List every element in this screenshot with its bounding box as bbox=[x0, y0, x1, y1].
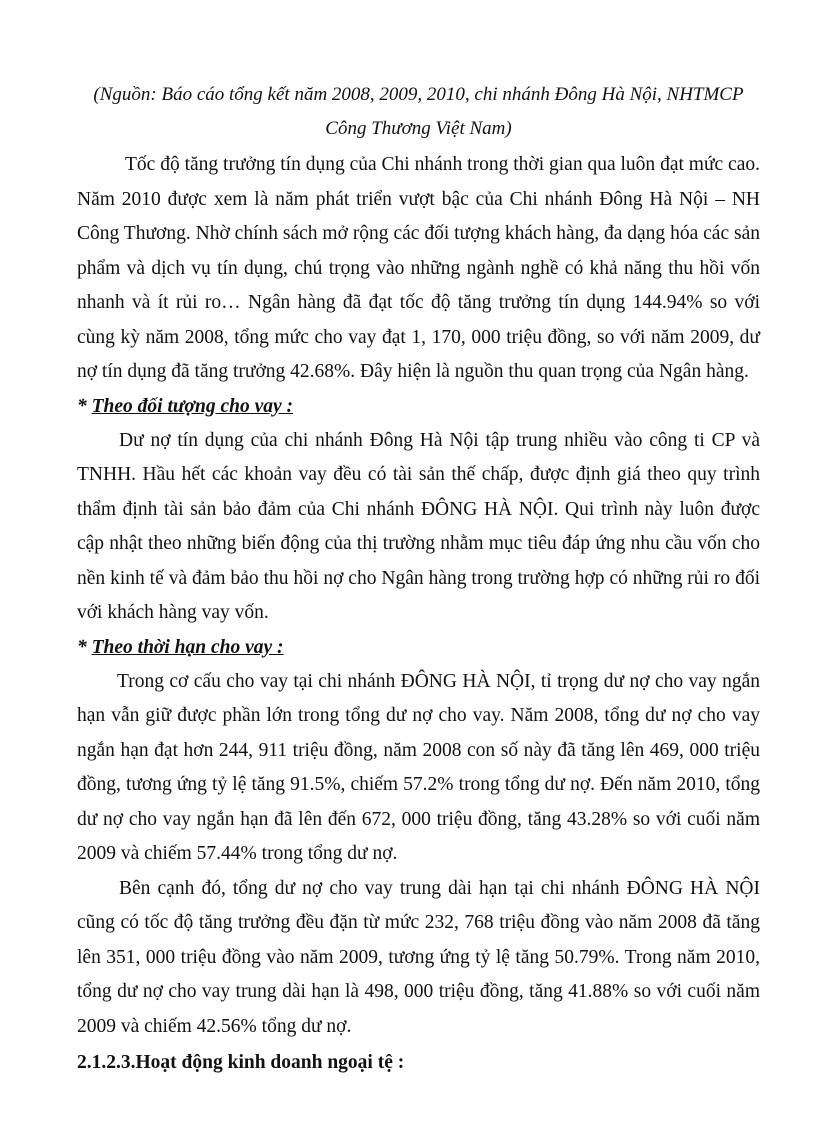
heading-by-term-text: Theo thời hạn cho vay : bbox=[91, 636, 284, 658]
heading-bullet: * bbox=[77, 395, 92, 417]
document-page bbox=[77, 78, 760, 1080]
paragraph-short-term: Trong cơ cấu cho vay tại chi nhánh ĐÔNG HÀ NỘI, tỉ trọng dư nợ cho vay ngắn hạn vẫn giữ được phần lớn trong tổng dư nợ cho vay. Năm 2008, tổng dư nợ cho vay ngắn hạn đạt hơn 244, 911 triệu đồng, năm 2008 con số này đã tăng lên 469, 000 triệu đồng, tương ứng tỷ lệ tăng 91.5%, chiếm 57.2% trong tổng dư nợ. Đến năm 2010, tổng dư nợ cho vay ngắn hạn đã lên đến 672, 000 triệu đồng, tăng 43.28% so với cuối năm 2009 và chiếm 57.44% trong tổng dư nợ. bbox=[77, 670, 760, 864]
heading-by-borrower bbox=[77, 390, 760, 424]
heading-bullet: * bbox=[77, 636, 92, 658]
paragraph-by-borrower: Dư nợ tín dụng của chi nhánh Đông Hà Nội tập trung nhiều vào công ti CP và TNHH. Hầu hết các khoản vay đều có tài sản thế chấp, được định giá theo quy trình thẩm định tài sản bảo đảm của Chi nhánh ĐÔNG HÀ NỘI. Qui trình này luôn được cập nhật theo những biến động của thị trường nhằm mục tiêu đáp ứng nhu cầu vốn cho nền kinh tế và đảm bảo thu hồi nợ cho Ngân hàng trong trường hợp có những rủi ro đối với khách hàng vay vốn. bbox=[77, 429, 760, 623]
heading-by-borrower-text: Theo đối tượng cho vay : bbox=[91, 395, 294, 417]
source-note: (Nguồn: Báo cáo tổng kết năm 2008, 2009, 2010, chi nhánh Đông Hà Nội, NHTMCP Công Thương Việt Nam) bbox=[93, 84, 744, 139]
section-heading-forex: 2.1.2.3.Hoạt động kinh doanh ngoại tệ : bbox=[77, 1052, 405, 1073]
heading-by-term bbox=[77, 631, 760, 665]
paragraph-credit-growth: Tốc độ tăng trưởng tín dụng của Chi nhánh trong thời gian qua luôn đạt mức cao. Năm 2010 được xem là năm phát triển vượt bậc của Chi nhánh Đông Hà Nội – NH Công Thương. Nhờ chính sách mở rộng các đối tượng khách hàng, đa dạng hóa các sản phẩm và dịch vụ tín dụng, chú trọng vào những ngành nghề có khả năng thu hồi vốn nhanh và ít rủi ro… Ngân hàng đã đạt tốc độ tăng trưởng tín dụng 144.94% so với cùng kỳ năm 2008, tổng mức cho vay đạt 1, 170, 000 triệu đồng, so với năm 2009, dư nợ tín dụng đã tăng trưởng 42.68%. Đây hiện là nguồn thu quan trọng của Ngân hàng. bbox=[77, 154, 760, 382]
paragraph-long-term: Bên cạnh đó, tổng dư nợ cho vay trung dài hạn tại chi nhánh ĐÔNG HÀ NỘI cũng có tốc độ tăng trưởng đều đặn từ mức 232, 768 triệu đồng vào năm 2008 đã tăng lên 351, 000 triệu đồng vào năm 2009, tương ứng tỷ lệ tăng 50.79%. Trong năm 2010, tổng dư nợ cho vay trung dài hạn là 498, 000 triệu đồng, tăng 41.88% so với cuối năm 2009 và chiếm 42.56% tổng dư nợ. bbox=[77, 877, 760, 1037]
